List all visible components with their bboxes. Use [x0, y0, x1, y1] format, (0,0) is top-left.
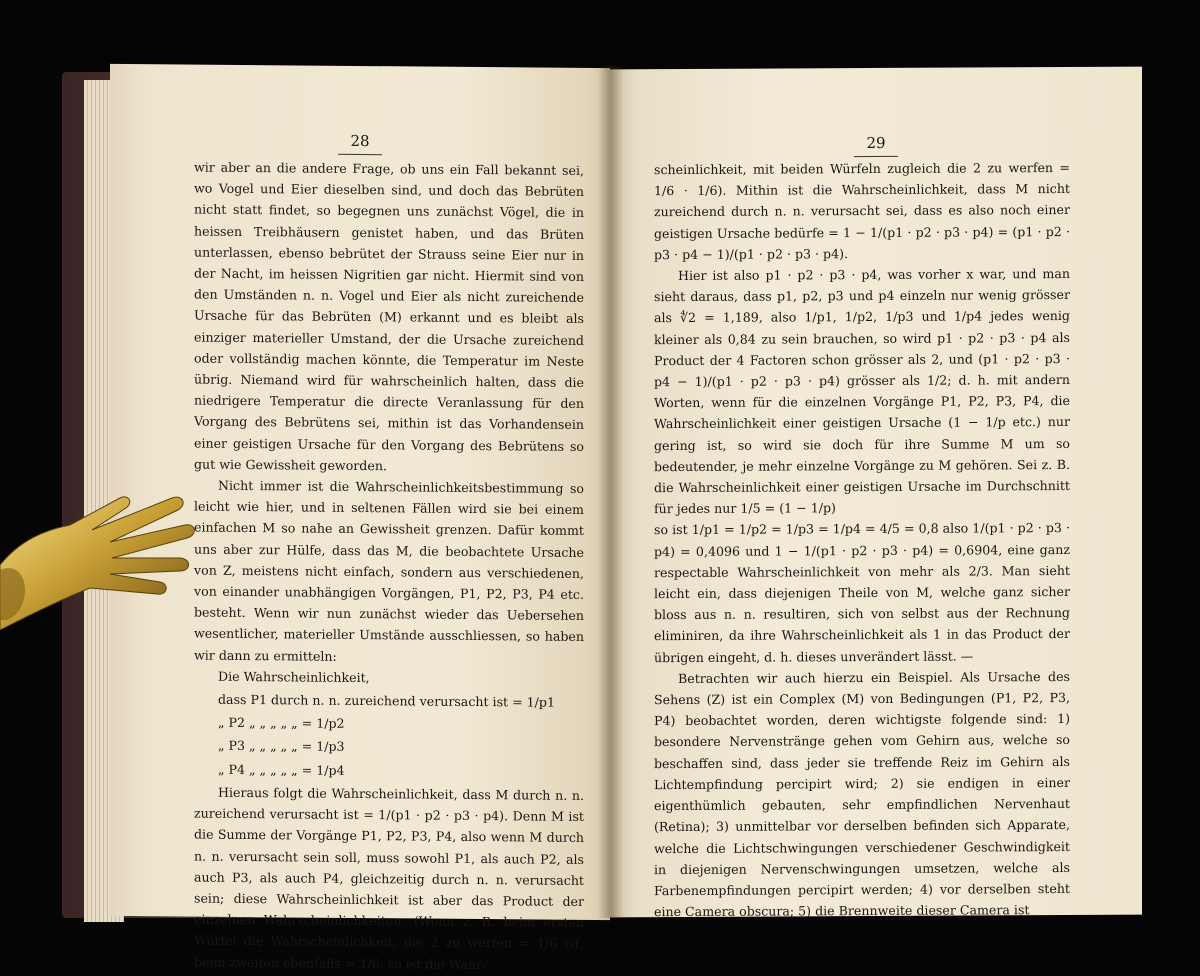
- right-page-text: [654, 157, 1070, 922]
- right-page-number: 29: [610, 133, 1142, 154]
- paragraph: so ist 1/p1 = 1/p2 = 1/p3 = 1/p4 = 4/5 = 0,8 also 1/(p1 · p2 · p3 · p4) = 0,4096 und 1 − 1/(p1 · p2 · p3 · p4) = 0,6904, eine ganz respectable Wahrscheinlichkeit von mehr als 2/3. Man sieht leicht ein, dass diejenigen Theile von M, welche ganz sicher bloss aus n. n. resultiren, sich von selbst aus der Rechnung eliminiren, da ihre Wahrscheinlichkeit als 1 in das Product der übrigen eingeht, d. h. dieses unverändert lässt. —: [654, 520, 1070, 665]
- equation-line: dass P1 durch n. n. zureichend verursacht ist = 1/p1: [218, 691, 555, 710]
- paragraph: Hieraus folgt die Wahrscheinlichkeit, dass M durch n. n. zureichend verursacht ist = 1/(p1 · p2 · p3 · p4). Denn M ist die Summe der Vorgänge P1, P2, P3, P4, also wenn M durch n. n. verursacht sein soll, muss sowohl P1, als auch P2, als auch P3, als auch P4, gleichzeitig durch n. n. verursacht sein; diese Wahrscheinlichkeit ist aber das Product der einzelnen Wahrscheinlichkeiten. (Wenn z. B. beim ersten Würfel die Wahrscheinlichkeit, die 2 zu werfen = 1/6 ist, beim zweiten ebenfalls = 1/6, so ist die Wahr-: [194, 784, 584, 972]
- equation-line: „ P3 „ „ „ „ „ = 1/p3: [218, 738, 345, 755]
- paragraph: Nicht immer ist die Wahrscheinlichkeitsbestimmung so leicht wie hier, und in seltenen Fällen wird sie bei einem einfachen M so nahe an Gewissheit grenzen. Dafür kommt uns aber zur Hülfe, dass das M, die beobachtete Ursache von Z, meistens nicht einfach, sondern aus verschiedenen, von einander unabhängigen Vorgängen, P1, P2, P3, P4 etc. besteht. Wenn wir nun zunächst wieder das Uebersehen wesentlicher, materieller Umstände ausschliessen, so haben wir dann zu ermitteln:: [194, 477, 584, 664]
- brass-hand-page-holder: [0, 470, 200, 670]
- right-page: [610, 67, 1142, 918]
- equation-line: „ P4 „ „ „ „ „ = 1/p4: [218, 761, 345, 778]
- paragraph: Betrachten wir auch hierzu ein Beispiel. Als Ursache des Sehens (Z) ist ein Complex (M) von Bedingungen (P1, P2, P3, P4) beobachtet worden, deren wichtigste folgende sind: 1) besondere Nervenstränge gehen vom Gehirn aus, welche so beschaffen sind, dass jeder sie treffende Reiz im Gehirn als Lichtempfindung percipirt wird; 2) sie endigen in einer eigenthümlich gebauten, sehr empfindlichen Nervenhaut (Retina); 3) unmittelbar vor derselben befinden sich Apparate, welche die Lichtschwingungen verschiedener Geschwindigkeit in diejenigen Nervenschwingungen umsetzen, welche als Farbenempfindungen percipirt werden; 4) vor derselben steht eine Camera obscura; 5) die Brennweite dieser Camera ist: [654, 668, 1070, 920]
- paragraph: Hier ist also p1 · p2 · p3 · p4, was vorher x war, und man sieht daraus, dass p1, p2, p3 und p4 einzeln nur wenig grösser als ∜2 = 1,189, also 1/p1, 1/p2, 1/p3 und 1/p4 jedes wenig kleiner als 0,84 zu sein brauchen, so wird p1 · p2 · p3 · p4 als Product der 4 Factoren schon grösser als 2, und (p1 · p2 · p3 · p4 − 1)/(p1 · p2 · p3 · p4) grösser als 1/2; d. h. mit andern Worten, wenn für die einzelnen Vorgänge P1, P2, P3, P4, die Wahrscheinlichkeit einer geistigen Ursache (1 − 1/p etc.) nur gering ist, so wird sie doch für ihre Summe M um so bedeutender, je mehr einzelne Vorgänge zu M gehören. Sei z. B. die Wahrscheinlichkeit einer geistigen Ursache im Durchschnitt für jedes nur 1/5 = (1 − 1/p): [654, 265, 1070, 517]
- open-book: [62, 58, 1142, 972]
- paragraph: wir aber an die andere Frage, ob uns ein Fall bekannt sei, wo Vogel und Eier dieselben sind, und doch das Bebrüten nicht statt findet, so begegnen uns zunächst Vögel, die in heissen Treibhäusern genistet haben, und das Brüten unterlassen, ebenso bebrütet der Strauss seine Eier nur in der Nacht, im heissen Nigritien gar nicht. Hiermit sind von den Umständen n. n. Vogel und Eier als nicht zureichende Ursache für das Bebrüten (M) erkannt und es bleibt als einziger materieller Umstand, der die Ursache zureichend oder vollständig machen könnte, die Temperatur im Neste übrig. Niemand wird für wahrscheinlich halten, dass die niedrigere Temperatur die directe Veranlassung für den Vorgang des Bebrütens sei, mithin ist das Vorhandensein einer geistigen Ursache für den Vorgang des Bebrütens so gut wie Gewissheit geworden.: [194, 159, 584, 474]
- paragraph: Die Wahrscheinlichkeit,: [218, 668, 370, 685]
- left-page-number: 28: [110, 130, 610, 152]
- left-page-text: [194, 157, 584, 976]
- equation-line: „ P2 „ „ „ „ „ = 1/p2: [218, 715, 345, 732]
- paragraph: scheinlichkeit, mit beiden Würfeln zugleich die 2 zu werfen = 1/6 · 1/6). Mithin ist die Wahrscheinlichkeit, dass M nicht zureichend durch n. n. verursacht sei, dass es also noch einer geistigen Ursache bedürfe = 1 − 1/(p1 · p2 · p3 · p4) = (p1 · p2 · p3 · p4 − 1)/(p1 · p2 · p3 · p4).: [654, 159, 1070, 262]
- book-gutter: [598, 66, 624, 918]
